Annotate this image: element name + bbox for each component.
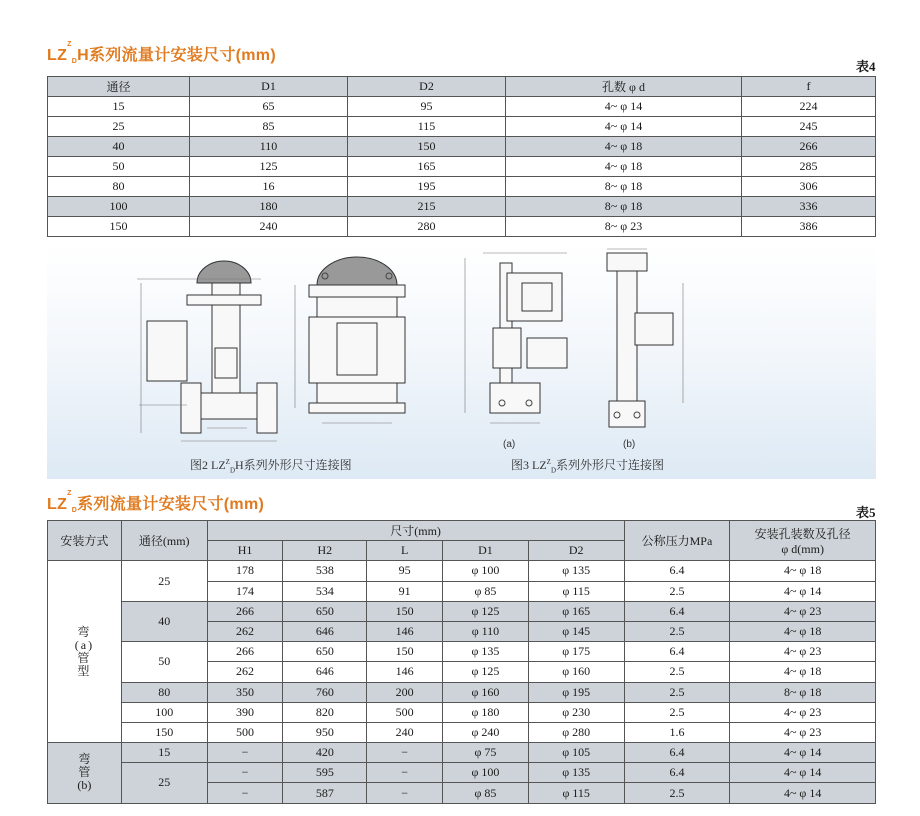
table-cell: 215 — [348, 197, 506, 217]
subheader-cell: D2 — [528, 541, 624, 561]
table5 — [47, 520, 876, 804]
table-cell: 100 — [48, 197, 190, 217]
table-cell: − — [207, 783, 283, 803]
table-cell: 4~ φ 23 — [730, 601, 876, 621]
table-row — [48, 197, 876, 217]
table-row — [48, 97, 876, 117]
table-cell: φ 240 — [443, 722, 529, 742]
drawing-fig3b — [607, 249, 683, 427]
table-cell: 2.5 — [624, 581, 730, 601]
table-cell: φ 135 — [443, 642, 529, 662]
table-cell: 534 — [283, 581, 367, 601]
drawing-fig2-front — [295, 257, 405, 423]
table-cell: 165 — [348, 157, 506, 177]
table-cell: 820 — [283, 702, 367, 722]
table-cell: 125 — [190, 157, 348, 177]
table-cell: φ 125 — [443, 662, 529, 682]
table-cell: 4~ φ 18 — [506, 137, 742, 157]
table-row — [48, 117, 876, 137]
header-pressure: 公称压力MPa — [624, 521, 730, 561]
table-cell: 146 — [367, 621, 443, 641]
table-cell: 266 — [742, 137, 876, 157]
table-cell: 500 — [207, 722, 283, 742]
table-cell: φ 180 — [443, 702, 529, 722]
header-install: 安装方式 — [48, 521, 122, 561]
header-cell: 孔数 φ d — [506, 77, 742, 97]
table-cell: 4~ φ 14 — [506, 117, 742, 137]
table-cell: 262 — [207, 662, 283, 682]
table-cell: − — [367, 743, 443, 763]
table-cell: 8~ φ 18 — [506, 177, 742, 197]
label-b: (b) — [623, 439, 636, 450]
table-cell: 8~ φ 23 — [506, 217, 742, 237]
table-row — [48, 763, 876, 783]
table-cell: 8~ φ 18 — [506, 197, 742, 217]
table-cell: φ 160 — [528, 662, 624, 682]
table-cell: 2.5 — [624, 783, 730, 803]
table5-number: 表5 — [856, 505, 876, 520]
table-cell: φ 110 — [443, 621, 529, 641]
table-cell: φ 125 — [443, 601, 529, 621]
table-cell: φ 100 — [443, 561, 529, 581]
table-cell: φ 135 — [528, 763, 624, 783]
table-cell: 4~ φ 14 — [730, 743, 876, 763]
table-cell: 80 — [48, 177, 190, 197]
dimension-drawings — [47, 243, 876, 479]
table-cell: 386 — [742, 217, 876, 237]
table-cell: φ 160 — [443, 682, 529, 702]
table-cell: 15 — [121, 743, 207, 763]
table-cell: 2.5 — [624, 662, 730, 682]
table4 — [47, 76, 876, 237]
subheader-cell: H2 — [283, 541, 367, 561]
table-cell: 25 — [121, 561, 207, 601]
table-cell: 4~ φ 23 — [730, 722, 876, 742]
figure-panel — [47, 243, 876, 479]
table-cell: 266 — [207, 642, 283, 662]
header-cell: D2 — [348, 77, 506, 97]
table-cell: 646 — [283, 662, 367, 682]
table-row — [48, 682, 876, 702]
drawing-fig2-side — [137, 261, 277, 441]
table-cell: 6.4 — [624, 561, 730, 581]
table-cell: 180 — [190, 197, 348, 217]
header-holes: 安装孔装数及孔径 φ d(mm) — [730, 521, 876, 561]
table-cell: φ 135 — [528, 561, 624, 581]
table-cell: 65 — [190, 97, 348, 117]
table-cell: 16 — [190, 177, 348, 197]
table5-title: $LZ^ZD$系列流量计安装尺寸(mm) — [47, 490, 265, 514]
table-cell: 650 — [283, 642, 367, 662]
table-row — [48, 642, 876, 662]
table-cell: φ 115 — [528, 581, 624, 601]
drawing-fig3a — [465, 253, 567, 423]
table-cell: 1.6 — [624, 722, 730, 742]
table-cell: 4~ φ 14 — [730, 581, 876, 601]
table-cell: 336 — [742, 197, 876, 217]
table-cell: 650 — [283, 601, 367, 621]
table-cell: 95 — [367, 561, 443, 581]
table-row — [48, 177, 876, 197]
table-row — [48, 702, 876, 722]
table-cell: 4~ φ 18 — [730, 561, 876, 581]
table-cell: 4~ φ 18 — [730, 621, 876, 641]
table-cell: 4~ φ 18 — [730, 662, 876, 682]
table-cell: 245 — [742, 117, 876, 137]
table-cell: 4~ φ 14 — [730, 783, 876, 803]
table-cell: 85 — [190, 117, 348, 137]
table-cell: 91 — [367, 581, 443, 601]
table-cell: φ 85 — [443, 783, 529, 803]
table-cell: 弯 管 (b) — [48, 743, 122, 804]
table-row — [48, 137, 876, 157]
header-size: 尺寸(mm) — [207, 521, 624, 541]
table-cell: − — [207, 743, 283, 763]
table-cell: 2.5 — [624, 621, 730, 641]
table-cell: 2.5 — [624, 702, 730, 722]
table-cell: 240 — [190, 217, 348, 237]
table-cell: 174 — [207, 581, 283, 601]
table-cell: 6.4 — [624, 601, 730, 621]
table-cell: 4~ φ 23 — [730, 702, 876, 722]
table-row — [48, 601, 876, 621]
table-cell: 15 — [48, 97, 190, 117]
table-cell: 306 — [742, 177, 876, 197]
table-cell: − — [367, 783, 443, 803]
table-cell: 4~ φ 14 — [730, 763, 876, 783]
table-cell: 587 — [283, 783, 367, 803]
table-cell: 266 — [207, 601, 283, 621]
table-cell: 950 — [283, 722, 367, 742]
table-cell: 25 — [48, 117, 190, 137]
caption-fig2: 图2 $LZ^Z_DH$系列外形尺寸连接图 — [190, 458, 352, 475]
table-cell: φ 195 — [528, 682, 624, 702]
table-cell: 200 — [367, 682, 443, 702]
caption-fig3: 图3 $LZ^Z_D$系列外形尺寸连接图 — [511, 458, 665, 475]
table-header-row — [48, 77, 876, 97]
table-row — [48, 722, 876, 742]
table-cell: φ 230 — [528, 702, 624, 722]
table-cell: 150 — [121, 722, 207, 742]
label-a: (a) — [503, 439, 516, 450]
table-cell: 95 — [348, 97, 506, 117]
table-cell: 40 — [121, 601, 207, 641]
table-cell: 80 — [121, 682, 207, 702]
table-cell: 262 — [207, 621, 283, 641]
table-cell: 4~ φ 14 — [506, 97, 742, 117]
table4-title: $LZ^ZDH$系列流量计安装尺寸(mm) — [47, 41, 276, 65]
table-cell: 240 — [367, 722, 443, 742]
header-cell: f — [742, 77, 876, 97]
table-cell: 538 — [283, 561, 367, 581]
table-cell: φ 85 — [443, 581, 529, 601]
table-cell: φ 75 — [443, 743, 529, 763]
table-cell: − — [367, 763, 443, 783]
table-row — [48, 561, 876, 581]
subheader-cell: D1 — [443, 541, 529, 561]
table-cell: φ 115 — [528, 783, 624, 803]
table-cell: 646 — [283, 621, 367, 641]
table-cell: 50 — [48, 157, 190, 177]
table-cell: 4~ φ 18 — [506, 157, 742, 177]
header-cell: 通径 — [48, 77, 190, 97]
table-cell: φ 165 — [528, 601, 624, 621]
table-cell: 110 — [190, 137, 348, 157]
table-cell: 500 — [367, 702, 443, 722]
header-cell: D1 — [190, 77, 348, 97]
table-cell: 弯 (a) 管 型 — [48, 561, 122, 743]
table-row — [48, 743, 876, 763]
subheader-cell: L — [367, 541, 443, 561]
subheader-cell: H1 — [207, 541, 283, 561]
table-cell: 280 — [348, 217, 506, 237]
table-row — [48, 157, 876, 177]
table-cell: 150 — [367, 601, 443, 621]
table-cell: φ 175 — [528, 642, 624, 662]
table-cell: 25 — [121, 763, 207, 803]
table-row — [48, 217, 876, 237]
table-cell: 350 — [207, 682, 283, 702]
table-cell: 285 — [742, 157, 876, 177]
table-cell: 390 — [207, 702, 283, 722]
table-cell: 2.5 — [624, 682, 730, 702]
table-cell: 146 — [367, 662, 443, 682]
table-cell: 150 — [48, 217, 190, 237]
table-header-row — [48, 521, 876, 541]
table-cell: 420 — [283, 743, 367, 763]
table-cell: 115 — [348, 117, 506, 137]
table-cell: 150 — [367, 642, 443, 662]
table-cell: φ 100 — [443, 763, 529, 783]
table-cell: 6.4 — [624, 743, 730, 763]
header-dn: 通径(mm) — [121, 521, 207, 561]
table-cell: 195 — [348, 177, 506, 197]
table-cell: 595 — [283, 763, 367, 783]
table-cell: 150 — [348, 137, 506, 157]
table-cell: 40 — [48, 137, 190, 157]
table-cell: 6.4 — [624, 642, 730, 662]
table-cell: φ 280 — [528, 722, 624, 742]
table-cell: φ 105 — [528, 743, 624, 763]
table-cell: 760 — [283, 682, 367, 702]
table-cell: 8~ φ 18 — [730, 682, 876, 702]
table-cell: 100 — [121, 702, 207, 722]
table-cell: 50 — [121, 642, 207, 682]
table-cell: 224 — [742, 97, 876, 117]
table-cell: 6.4 — [624, 763, 730, 783]
table-cell: 4~ φ 23 — [730, 642, 876, 662]
table-cell: − — [207, 763, 283, 783]
table-cell: φ 145 — [528, 621, 624, 641]
table4-number: 表4 — [856, 59, 876, 74]
table-cell: 178 — [207, 561, 283, 581]
